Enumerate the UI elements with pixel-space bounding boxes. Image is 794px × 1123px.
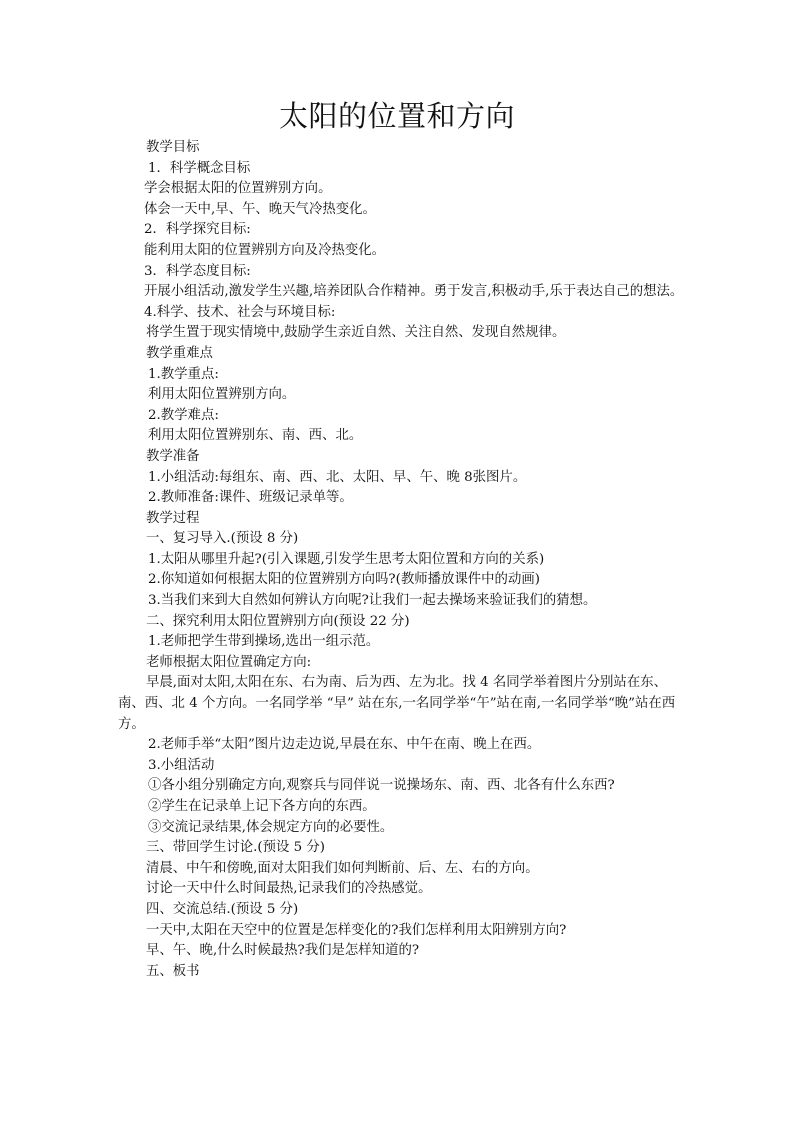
body-text: 3.当我们来到大自然如何辨认方向呢?让我们一起去操场来验证我们的猜想。 bbox=[148, 593, 597, 609]
body-text: 学会根据太阳的位置辨别方向。 bbox=[144, 181, 332, 197]
body-text: 利用太阳位置辨别东、南、西、北。 bbox=[148, 428, 363, 444]
section-heading: 教学重难点 bbox=[146, 345, 213, 361]
body-text: 一天中,太阳在天空中的位置是怎样变化的?我们怎样利用太阳辨别方向? bbox=[146, 922, 567, 938]
subsection-heading: 3．科学态度目标: bbox=[144, 263, 251, 279]
subsection-heading: 二、探究利用太阳位置辨别方向(预设 22 分) bbox=[146, 613, 410, 629]
subsection-heading: 一、复习导入.(预设 8 分) bbox=[146, 531, 299, 547]
list-item: ①各小组分别确定方向,观察兵与同伴说一说操场东、南、西、北各有什么东西? bbox=[148, 778, 615, 794]
section-heading: 教学准备 bbox=[146, 448, 200, 464]
body-text: 利用太阳位置辨别方向。 bbox=[148, 387, 296, 403]
body-text: 清晨、中午和傍晚,面对太阳我们如何判断前、后、左、右的方向。 bbox=[146, 860, 539, 876]
body-text: 1.老师把学生带到操场,选出一组示范。 bbox=[148, 634, 380, 650]
subsection-heading: 四、交流总结.(预设 5 分) bbox=[146, 901, 299, 917]
body-text: 2.教师准备:课件、班级记录单等。 bbox=[148, 490, 353, 506]
body-text: 1.太阳从哪里升起?(引入课题,引发学生思考太阳位置和方向的关系) bbox=[148, 551, 545, 567]
body-text: 体会一天中,早、午、晚天气冷热变化。 bbox=[144, 201, 376, 217]
section-heading: 教学目标 bbox=[146, 140, 200, 155]
subsection-heading: 4.科学、技术、社会与环境目标: bbox=[144, 304, 336, 320]
subsection-heading: 三、带回学生讨论.(预设 5 分) bbox=[146, 840, 326, 856]
body-paragraph: 开展小组活动,激发学生兴趣,培养团队合作精神。勇于发言,积极动手,乐于表达自己的想法。 bbox=[144, 284, 684, 300]
body-text: 将学生置于现实情境中,鼓励学生亲近自然、关注自然、发现自然规律。 bbox=[146, 325, 566, 341]
body-text: 讨论一天中什么时间最热,记录我们的冷热感觉。 bbox=[146, 881, 432, 897]
body-text: 能利用太阳的位置辨别方向及冷热变化。 bbox=[144, 242, 386, 258]
subsection-heading: 1.教学重点: bbox=[148, 366, 219, 382]
subsection-heading: 1．科学概念目标 bbox=[148, 160, 251, 176]
subsection-heading: 2.教学难点: bbox=[148, 407, 219, 423]
body-text: 1.小组活动:每组东、南、西、北、太阳、早、午、晚 8张图片。 bbox=[148, 469, 527, 485]
list-item: ②学生在记录单上记下各方向的东西。 bbox=[148, 799, 376, 814]
document-body bbox=[118, 138, 690, 982]
body-text: 2.老师手举“太阳”图片边走边说,早晨在东、中午在南、晚上在西。 bbox=[148, 737, 541, 753]
document-title: 太阳的位置和方向 bbox=[278, 99, 515, 133]
section-heading: 教学过程 bbox=[146, 510, 200, 526]
body-paragraph: 早晨,面对太阳,太阳在东、右为南、后为西、左为北。找 4 名同学举着图片分别站在东、南、西、北 4 个方向。一名同学举 “早” 站在东,一名同学举“午”站在南,一名同学举“晚”站在西方。 bbox=[118, 675, 676, 732]
subsection-heading: 3.小组活动 bbox=[148, 757, 215, 773]
subsection-heading: 五、板书 bbox=[146, 963, 200, 979]
body-text: 2.你知道如何根据太阳的位置辨别方向吗?(教师播放课件中的动画) bbox=[148, 572, 540, 588]
list-item: ③交流记录结果,体会规定方向的必要性。 bbox=[148, 819, 394, 835]
body-text: 老师根据太阳位置确定方向: bbox=[146, 654, 312, 670]
subsection-heading: 2．科学探究目标: bbox=[144, 222, 251, 238]
body-text: 早、午、晚,什么时候最热?我们是怎样知道的? bbox=[146, 943, 420, 959]
